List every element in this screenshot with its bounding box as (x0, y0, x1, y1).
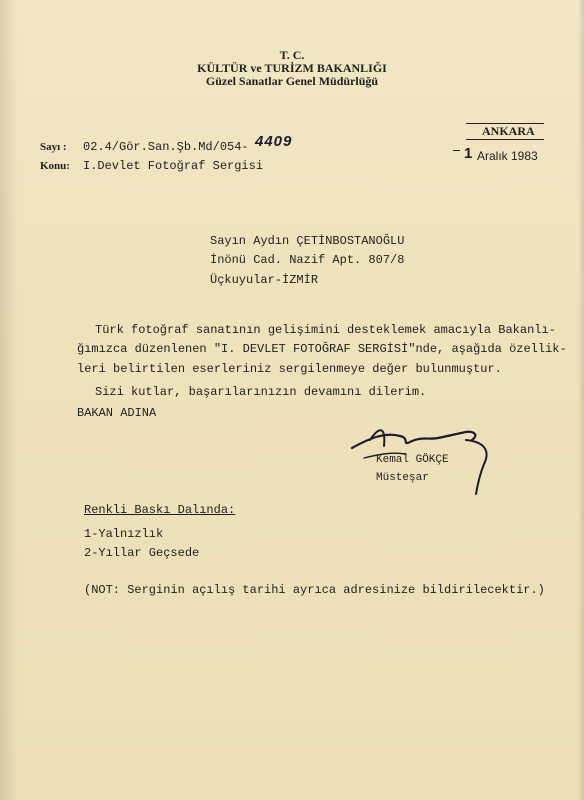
konu-label: Konu: (40, 160, 70, 172)
konu-value: I.Devlet Fotoğraf Sergisi (83, 159, 264, 173)
category-heading: Renkli Baskı Dalında: (84, 503, 236, 517)
signatory-name: Kemal GÖKÇE (376, 454, 449, 466)
date-day: 1 (464, 145, 473, 162)
bakan-adina: BAKAN ADINA (77, 406, 157, 420)
recipient-address: İnönü Cad. Nazif Apt. 807/8 (210, 253, 405, 267)
letterhead-directorate: Güzel Sanatlar Genel Müdürlüğü (205, 74, 379, 88)
body-paragraph-line-2: ğımızca düzenlenen "I. DEVLET FOTOĞRAF SERGİSİ"nde, aşağıda özellik- (77, 342, 567, 356)
note-text: (NOT: Serginin açılış tarihi ayrıca adresinize bildirilecektir.) (84, 583, 545, 597)
paper-right-edge (578, 0, 584, 800)
letterhead-ministry: KÜLTÜR ve TURİZM BAKANLIĞI (197, 61, 387, 75)
closing-sentence: Sizi kutlar, başarılarınızın devamını dilerim. (95, 385, 427, 399)
category-item-2: 2-Yıllar Geçsede (84, 546, 200, 560)
location-stamp-bottom-rule (466, 139, 544, 140)
sayi-handwritten-number: 4409 (255, 133, 293, 150)
sayi-label: Sayı : (40, 141, 67, 153)
signatory-title: Müsteşar (376, 472, 429, 484)
sayi-value: 02.4/Gör.San.Şb.Md/054- (83, 140, 249, 154)
date-dash (453, 150, 460, 151)
body-paragraph-line-3: leri belirtilen eserleriniz sergilenmeye değer bulunmuştur. (77, 362, 502, 376)
letterhead-tc: T. C. (279, 48, 305, 62)
category-item-1: 1-Yalnızlık (84, 527, 164, 541)
recipient-name: Sayın Aydın ÇETİNBOSTANOĞLU (210, 234, 405, 248)
date-month-year: Aralık 1983 (477, 149, 538, 163)
recipient-city: Üçkuyular-İZMİR (210, 273, 319, 287)
body-paragraph-line-1: Türk fotoğraf sanatının gelişimini desteklemek amacıyla Bakanlı- (95, 323, 556, 337)
paper-left-edge (0, 0, 18, 800)
location-stamp: ANKARA (482, 124, 535, 138)
